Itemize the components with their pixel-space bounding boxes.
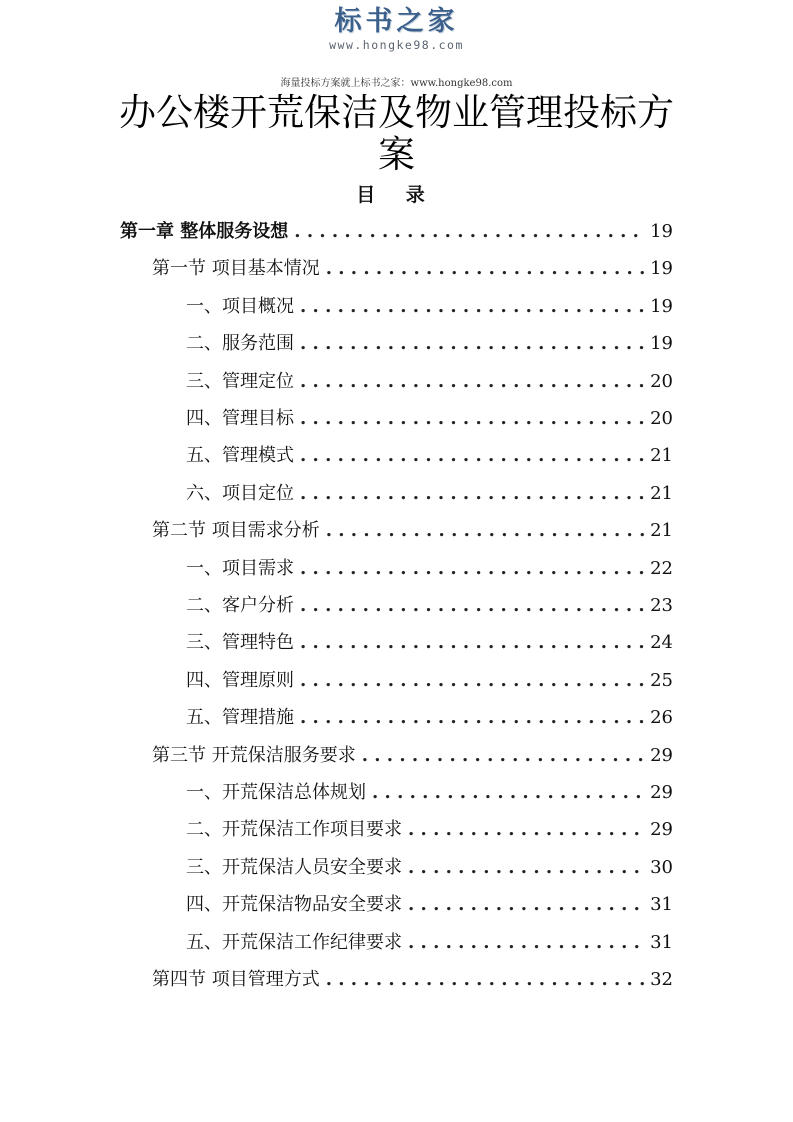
logo-text: 标书之家 xyxy=(334,6,459,37)
toc-entry[interactable] xyxy=(120,213,673,250)
toc-heading: 目 录 xyxy=(356,184,437,206)
toc-entry[interactable] xyxy=(186,475,673,512)
toc-leader-dots xyxy=(300,624,644,661)
toc-leader-dots xyxy=(300,662,644,699)
toc-entry-title: 第一章 整体服务设想 xyxy=(120,221,289,242)
toc-page-number: 31 xyxy=(650,931,673,953)
toc-leader-dots xyxy=(408,811,644,848)
toc-entry[interactable] xyxy=(152,512,673,549)
toc-page-number: 29 xyxy=(650,744,673,766)
toc-page-number: 20 xyxy=(650,370,673,392)
toc-entry-title: 第四节 项目管理方式 xyxy=(152,969,320,990)
toc-leader-dots xyxy=(300,325,644,362)
toc-entry[interactable] xyxy=(152,250,673,287)
toc-leader-dots xyxy=(408,886,644,923)
toc-leader-dots xyxy=(300,400,644,437)
toc-entry-title: 四、管理目标 xyxy=(186,408,294,429)
toc-entry[interactable] xyxy=(186,325,673,362)
toc-entry[interactable] xyxy=(186,587,673,624)
toc-leader-dots xyxy=(300,587,644,624)
toc-entry[interactable] xyxy=(186,550,673,587)
toc-page-number: 19 xyxy=(650,333,673,355)
toc-leader-dots xyxy=(300,699,644,736)
toc-page-number: 20 xyxy=(650,408,673,429)
toc-page-number: 24 xyxy=(650,632,673,654)
toc-entry-title: 一、项目概况 xyxy=(186,295,294,317)
toc-entry-title: 三、管理定位 xyxy=(186,370,294,392)
toc-leader-dots xyxy=(300,550,644,587)
toc-entry-title: 第三节 开荒保洁服务要求 xyxy=(152,744,356,766)
toc-leader-dots xyxy=(300,437,644,474)
toc-entry[interactable] xyxy=(186,774,673,811)
toc-leader-dots xyxy=(408,924,644,961)
toc-page-number: 21 xyxy=(650,482,673,504)
site-logo xyxy=(0,6,793,52)
toc-entry[interactable] xyxy=(186,437,673,474)
toc-entry-title: 四、管理原则 xyxy=(186,669,294,691)
toc-leader-dots xyxy=(408,849,644,886)
toc-leader-dots xyxy=(362,737,644,774)
toc-page-number: 21 xyxy=(650,520,673,542)
toc-page-number: 21 xyxy=(650,445,673,467)
toc-leader-dots xyxy=(300,363,644,400)
toc-entry-title: 五、管理模式 xyxy=(186,445,294,467)
toc-entry-title: 二、客户分析 xyxy=(186,595,294,616)
toc-page-number: 22 xyxy=(650,557,673,579)
toc-page-number: 23 xyxy=(650,595,673,616)
toc-entry-title: 一、项目需求 xyxy=(186,557,294,579)
toc-page-number: 29 xyxy=(650,782,673,803)
toc-page-number: 19 xyxy=(650,258,673,280)
toc-entry-title: 五、管理措施 xyxy=(186,707,294,729)
toc-leader-dots xyxy=(300,288,644,325)
toc-leader-dots xyxy=(326,961,644,998)
toc-entry[interactable] xyxy=(186,363,673,400)
toc-page-number: 29 xyxy=(650,819,673,841)
toc-entry-title: 二、开荒保洁工作项目要求 xyxy=(186,819,402,841)
toc-entry[interactable] xyxy=(152,961,673,998)
header-tagline: 海量投标方案就上标书之家：www.hongke98.com xyxy=(280,78,513,89)
toc-page-number: 19 xyxy=(650,221,673,242)
toc-entry[interactable] xyxy=(186,662,673,699)
document-title: 办公楼开荒保洁及物业管理投标方案 xyxy=(119,91,674,176)
toc-page-number: 19 xyxy=(650,295,673,317)
toc-leader-dots xyxy=(300,475,644,512)
logo-url: www.hongke98.com xyxy=(329,38,464,52)
toc-entry-title: 四、开荒保洁物品安全要求 xyxy=(186,894,402,916)
toc-entry[interactable] xyxy=(186,924,673,961)
toc-entry-title: 第一节 项目基本情况 xyxy=(152,258,320,280)
toc-leader-dots xyxy=(294,213,644,250)
toc-entry-title: 五、开荒保洁工作纪律要求 xyxy=(186,931,402,953)
toc-entry[interactable] xyxy=(186,886,673,923)
toc-entry-title: 三、开荒保洁人员安全要求 xyxy=(186,856,402,878)
toc-entry-title: 二、服务范围 xyxy=(186,333,294,355)
toc-entry[interactable] xyxy=(186,699,673,736)
toc-page-number: 26 xyxy=(650,707,673,729)
toc-entry-title: 一、开荒保洁总体规划 xyxy=(186,782,366,803)
toc-entry-title: 六、项目定位 xyxy=(186,482,294,504)
toc-entry[interactable] xyxy=(186,288,673,325)
toc-page-number: 32 xyxy=(650,969,673,990)
toc-entry-title: 三、管理特色 xyxy=(186,632,294,654)
toc-page-number: 31 xyxy=(650,894,673,916)
toc-entry-title: 第二节 项目需求分析 xyxy=(152,520,320,542)
toc-page-number: 30 xyxy=(650,856,673,878)
toc-entry[interactable] xyxy=(152,737,673,774)
toc-entry[interactable] xyxy=(186,400,673,437)
toc-entry[interactable] xyxy=(186,624,673,661)
toc-leader-dots xyxy=(326,250,644,287)
toc-leader-dots xyxy=(326,512,644,549)
toc-entry[interactable] xyxy=(186,849,673,886)
toc-leader-dots xyxy=(372,774,644,811)
toc-entry[interactable] xyxy=(186,811,673,848)
toc-page-number: 25 xyxy=(650,669,673,691)
